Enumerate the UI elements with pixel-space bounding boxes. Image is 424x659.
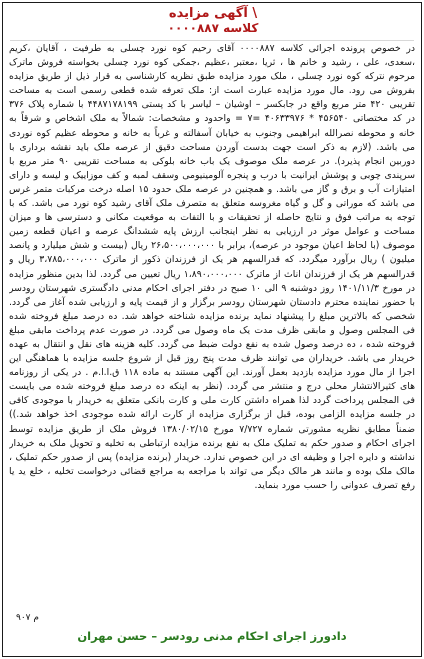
notice-title: \ آگهی مزایده (168, 6, 258, 21)
notice-body: در خصوص پرونده اجرائی کلاسه ۰۰۰۰۸۸۷ آقای رحیم کوه نورد چسلی به طرفیت ، آقایان ،کریم ،سعدی، علی ، رشید و خانم ها ، ثریا ،معتبر ،عظیم ،جمکی کوه نورد چسلی بخواسته فروش ماترک مرحوم نترکه کوه نورد چسلی ، ملک مورد مزایده طبق نظریه کارشناسی به قرار ذیل از طریق مزایده بفروش می رود. مال مورد مزایده عبارت است از: ملک تعرفه شده قطعی رسمی است به مساحت تقریبی ۴۲۰ متر مربع واقع در جابکسر – اوشیان – لیاسر با کد پستی ۴۴۸۷۱۷۸۱۹۹ با شماره پلاک ۳۷۶ در کد مختصاتی ۴۵۶۵۴۰ * ۴۰۶۳۳۹۷۶ =۷ = واحدود و مشخصات: شمالاً به ملک اشخاص و شرقاً به خانه و محوطه نصرالله ابراهیمی وجنوب به خیابان آسفالته و غرباً به خانه و محوطه عظیم کوه نوردی می باشد. (لازم به ذکر است جهت بدست آوردن مساحت دقیق از عرصه ملک باید نقشه برداری با دوربین انجام پذیرد). در عرصه ملک موصوف یک باب خانه بلوکی به مساحت تقریبی ۹۰ متر مربع با سرپندی چوبی و پوشش ایرانیت با درب و پنجره آلومینیومی وسقف لمبه و کف موزاییک و لیسه و دارای امتیازات آب و برق و گاز می باشد. و همچنین در عرصه ملک حدود ۱۵ اصله درخت مرکبات متمر غرس می باشد که موراتی و گل و گیاه مغروسه متعلق به متصرف ملک آقای رشید کوه نورد می باشد. که با توجه به مراتب فوق و نتایج حاصله از تحقیقات و با التفات به موقعیت مکانی و دسترسی ها و میزان مساحت و عوامل موثر در ارزیابی به نظر اینجانب ارزش پایه ششدانگ عرصه و اعیان قطعه زمین موصوف (با لحاظ اعیان موجود در عرصه)، برابر با ۲۶،۵۰۰،۰۰۰،۰۰۰ ریال (بیست و شش میلیارد و پانصد میلیون ) ریال برآورد میگردد. که قدرالسهم هر یک از فرزندان ذکور از ماترک ۳،۷۸۵،۰۰۰،۰۰۰ ریال و قدرالسهم هر یک از فرزندان اناث از ماترک ۱،۸۹۰،۰۰۰،۰۰۰ ریال تعیین می گردد. لذا بدین منظور مزایده در مورخ ۱۴۰۱/۱۱/۳ روز دوشنبه ۹ الی ۱۰ صبح در دفتر اجرای احکام مدنی دادگستری شهرستان رودسر با حضور نماینده محترم دادستان شهرستان رودسر برگزار و از قیمت پایه و ارزیابی شده آغاز می گردد. شخصی که بالاترین مبلغ را پیشنهاد نماید برنده مزایده شناخته خواهد شد. ده درصد مبلغ فروخته شده فی المجلس وصول و مابقی ظرف مدت یک ماه وصول می گردد. در صورت عدم پرداخت مابقی مبلغ فروخته شده ، ده درصد وصول شده به نفع دولت ضبط می گردد. کلیه هزینه های نقل و انتقال به عهده خریدار می باشد. خریداران می توانند ظرف مدت پنج روز قبل از شروع جلسه مزایده با هماهنگی این اجرا از مال مورد مزایده بازدید بعمل آورند. این آگهی مستند به ماده ۱۱۸ ق.ا.ا.م . در یکی از روزنامه های کثیرالانتشار محلی درج و منتشر می گردد. (نظر به اینکه ده درصد مبلغ فروخته شده می بایست فی المجلس پرداخت گردد لذا همراه داشتن کارت ملی و کارت بانکی متعلق به خریدار با موجودی کافی در جلسه مزایده الزامی بوده، قبل از برگزاری مزایده از کارت ارائه شده موجودی اخذ خواهد شد.)) ضمناً مطابق نظریه مشورتی شماره ۷/۷۲۷ مورخ ۱۳۸۰/۰۲/۱۵ فروش ملک از طریق مزایده توسط اجرای احکام و صدور حکم به تملیک ملک به نفع برنده مزایده ارتباطی به تخلیه و تحویل ملک به خریدار نداشته و دایره اجرا و وظیفه ای در این خصوص ندارد. خریدار (برنده مزایده) پس از صدور حکم تملیک ، مالک ملک بوده و مانند هر مالک دیگر می تواند با مراجعه به مراجع قضائی درخواست تخلیه ، خلع ید یا رفع تصرف عدوانی را حسب مورد بنماید. (9, 43, 415, 491)
signature-line: دادورز اجرای احکام مدنی رودسر – حسن مهران (77, 629, 347, 643)
header-divider (10, 40, 414, 41)
serial-number: م ۹۰۷ (16, 613, 39, 623)
case-number: کلاسه ۰۰۰۰۸۸۷ (167, 21, 259, 35)
notice-header (118, 6, 308, 40)
